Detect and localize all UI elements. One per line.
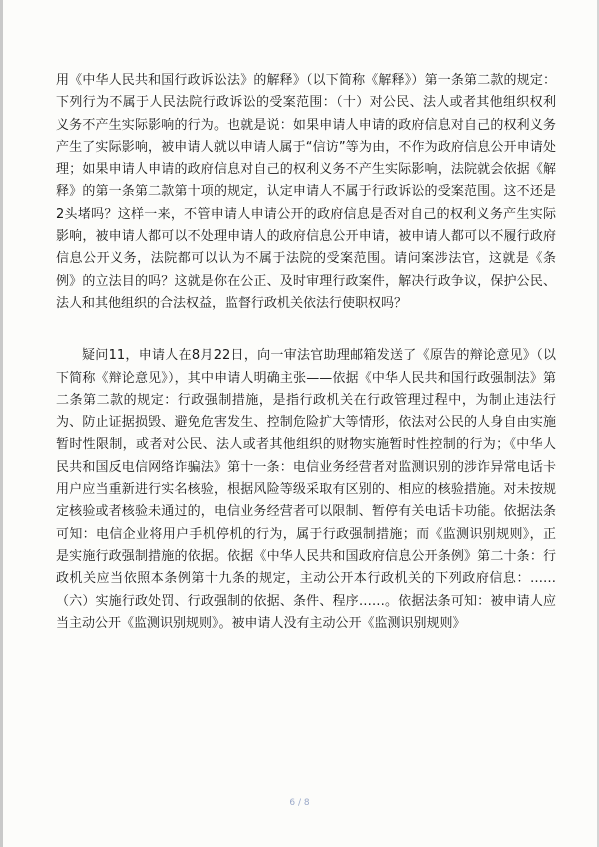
paragraph-continuation: 用《中华人民共和国行政诉讼法》的解释》（以下简称《解释》）第一条第二款的规定：下列行为不属于人民法院行政诉讼的受案范围：（十）对公民、法人或者其他组织权利义务不产生实际影响的行为。也就是说：如果申请人申请的政府信息对自己的权利义务产生了实际影响，被申请人就以申请人属于“信访”等为由，不作为政府信息公开申请处理；如果申请人申请的政府信息对自己的权利义务不产生实际影响，法院就会依据《解释》的第一条第二款第十项的规定，认定申请人不属于行政诉讼的受案范围。这不还是2头堵吗？这样一来，不管申请人申请公开的政府信息是否对自己的权利义务产生实际影响，被申请人都可以不处理申请人的政府信息公开申请，被申请人都可以不履行政府信息公开义务，法院都可以认为不属于法院的受案范围。请问案涉法官，这就是《条例》的立法目的吗？这就是你在公正、及时审理行政案件，解决行政争议，保护公民、法人和其他组织的合法权益，监督行政机关依法行使职权吗？ <box>56 73 556 311</box>
document-body <box>56 70 556 635</box>
scan-edge-left <box>0 0 3 847</box>
paragraph-question-11: 疑问11，申请人在8月22日，向一审法官助理邮箱发送了《原告的辩论意见》（以下简称《辩论意见》），其中申请人明确主张——依据《中华人民共和国行政强制法》第二条第二款的规定：行政强制措施，是指行政机关在行政管理过程中，为制止违法行为、防止证据损毁、避免危害发生、控制危险扩大等情形，依法对公民的人身自由实施暂时性限制，或者对公民、法人或者其他组织的财物实施暂时性控制的行为；《中华人民共和国反电信网络诈骗法》第十一条：电信业务经营者对监测识别的涉诈异常电话卡用户应当重新进行实名核验，根据风险等级采取有区别的、相应的核验措施。对未按规定核验或者核验未通过的，电信业务经营者可以限制、暂停有关电话卡功能。依据法条可知：电信企业将用户手机停机的行为，属于行政强制措施；而《监测识别规则》，正是实施行政强制措施的依据。依据《中华人民共和国政府信息公开条例》第二十条：行政机关应当依照本条例第十九条的规定，主动公开本行政机关的下列政府信息：……（六）实施行政处罚、行政强制的依据、条件、程序……。依据法条可知：被申请人应当主动公开《监测识别规则》。被申请人没有主动公开《监测识别规则》 <box>56 348 556 631</box>
page-number: 6 / 8 <box>289 798 310 808</box>
